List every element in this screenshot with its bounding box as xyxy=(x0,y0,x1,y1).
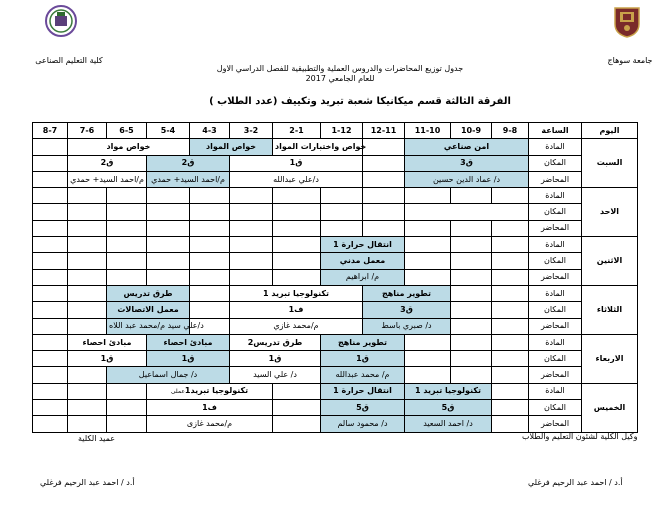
label-place: المكان xyxy=(529,204,582,220)
thursday-subject-row xyxy=(33,383,638,399)
cell-place-q3: ق3 xyxy=(363,302,451,318)
label-subject: المادة xyxy=(529,139,582,155)
day-wednesday: الاربعاء xyxy=(582,334,638,383)
cell-tatweer-manahej: تطوير مناهج xyxy=(321,334,405,350)
col-10-9: 10-9 xyxy=(451,123,492,139)
label-subject: المادة xyxy=(529,285,582,301)
cell-place-q2b: ق2 xyxy=(147,155,230,171)
cell-khawas-almawad: خواص المواد xyxy=(190,139,273,155)
col-4-3: 4-3 xyxy=(190,123,230,139)
cell-place-f1: ف1 xyxy=(230,302,363,318)
cell-lecturer-ahmed2: م/احمد السيد+ حمدي xyxy=(147,171,230,187)
saturday-subject-row xyxy=(33,139,638,155)
col-11-10: 11-10 xyxy=(405,123,451,139)
schedule-header-line1: جدول توزيع المحاضرات والدروس العملية والتطبيقية للفصل الدراسي الاول xyxy=(216,64,464,73)
cell-place-q1: ق1 xyxy=(230,155,363,171)
cell-lecturer-ahmed1: م/احمد السيد+ حمدي xyxy=(68,171,147,187)
faculty-name: كلية التعليم الصناعى xyxy=(35,56,103,65)
col-12-11: 12-11 xyxy=(363,123,405,139)
cell-lecturer-mohamed-abdallah: م/ محمد عبدالله xyxy=(321,367,405,383)
col-5-4: 5-4 xyxy=(147,123,190,139)
col-3-2: 3-2 xyxy=(230,123,273,139)
cell-tabreed-label: تكنولوجيا تبريد1 xyxy=(184,385,249,395)
cell-intiqal-harara: انتقال حرارة 1 xyxy=(321,383,405,399)
cell-mabadi-ihsaa2: مبادئ احصاء xyxy=(147,334,230,350)
schedule-header-line2: للعام الجامعي 2017 xyxy=(305,74,375,83)
dean-title: عميد الكلية xyxy=(78,434,115,443)
cell-tabreed-ama xyxy=(147,383,273,399)
cell-turuq-tadrees: طرق تدريس xyxy=(107,285,190,301)
label-place: المكان xyxy=(529,400,582,416)
cell-place-q5a: ق5 xyxy=(321,400,405,416)
label-place: المكان xyxy=(529,302,582,318)
cell-tabreed1: تكنولوجيا تبريد 1 xyxy=(230,285,363,301)
cell-intiqal-harara: انتقال حرارة 1 xyxy=(321,237,405,253)
timetable xyxy=(32,122,638,433)
thursday-lecturer-row xyxy=(33,416,638,432)
saturday-lecturer-row xyxy=(33,171,638,187)
col-8-7: 8-7 xyxy=(33,123,68,139)
tuesday-place-row xyxy=(33,302,638,318)
monday-place-row xyxy=(33,253,638,269)
day-tuesday: الثلاثاء xyxy=(582,285,638,334)
sunday-place-row xyxy=(33,204,638,220)
cell-lecturer-saeed: د/ احمد السعيد xyxy=(405,416,492,432)
cell-place-q1d: ق1 xyxy=(321,351,405,367)
col-day: اليوم xyxy=(582,123,638,139)
dean-name: أ.د / احمد عبد الرحيم فرغلي xyxy=(40,478,135,487)
label-lecturer: المحاضر xyxy=(529,318,582,334)
label-place: المكان xyxy=(529,155,582,171)
cell-lecturer-ghazi: م/محمد غازي xyxy=(230,318,363,334)
label-subject: المادة xyxy=(529,334,582,350)
monday-lecturer-row xyxy=(33,269,638,285)
cell-lecturer-ali-mohamed: د/علي سيد م/محمد عبد اللاه xyxy=(107,318,190,334)
cell-lecturer-salem: د/ محمود سالم xyxy=(321,416,405,432)
cell-khawas-mawad: خواص مواد xyxy=(68,139,190,155)
cell-place-q3: ق3 xyxy=(405,155,529,171)
day-monday: الاثنين xyxy=(582,237,638,286)
cell-place-q1c: ق1 xyxy=(230,351,321,367)
label-lecturer: المحاضر xyxy=(529,269,582,285)
cell-place-q1a: ق1 xyxy=(68,351,147,367)
cell-maamal-ittisalat: معمل الاتصالات xyxy=(107,302,190,318)
cell-lecturer-ali: د/علي عبدالله xyxy=(230,171,363,187)
sunday-subject-row xyxy=(33,188,638,204)
sunday-lecturer-row xyxy=(33,220,638,236)
cell-ama-label: عملى xyxy=(170,387,185,395)
cell-lecturer-gamal: د/ جمال اسماعيل xyxy=(107,367,230,383)
cell-place-q2a: ق2 xyxy=(68,155,147,171)
day-sunday: الاحد xyxy=(582,188,638,237)
university-name: جامعة سوهاج xyxy=(607,56,653,65)
label-lecturer: المحاضر xyxy=(529,220,582,236)
cell-lecturer-emad: د/ عماد الدين حسين xyxy=(405,171,529,187)
label-lecturer: المحاضر xyxy=(529,171,582,187)
cell-place-q5b: ق5 xyxy=(405,400,492,416)
label-subject: المادة xyxy=(529,188,582,204)
col-1-12: 1-12 xyxy=(321,123,363,139)
cell-place-q1b: ق1 xyxy=(147,351,230,367)
label-lecturer: المحاضر xyxy=(529,416,582,432)
label-subject: المادة xyxy=(529,237,582,253)
vice-dean-title: وكيل الكلية لشئون التعليم والطلاب xyxy=(522,432,638,441)
day-thursday: الخميس xyxy=(582,383,638,432)
col-6-5: 6-5 xyxy=(107,123,147,139)
monday-subject-row xyxy=(33,237,638,253)
col-hour: الساعة xyxy=(529,123,582,139)
col-2-1: 2-1 xyxy=(273,123,321,139)
faculty-logo-icon xyxy=(44,4,78,38)
col-7-6: 7-6 xyxy=(68,123,107,139)
label-place: المكان xyxy=(529,351,582,367)
col-9-8: 9-8 xyxy=(492,123,529,139)
cell-lecturer-ibrahim: م/ ابراهيم xyxy=(321,269,405,285)
cell-lecturer-ali-sayed: د/ علي السيد xyxy=(230,367,321,383)
wednesday-place-row xyxy=(33,351,638,367)
schedule-title: الفرقة الثالثة قسم ميكانيكا شعبة تبريد وتكييف (عدد الطلاب ) xyxy=(209,96,511,107)
cell-lecturer-sabry: د/ صبري باسط xyxy=(363,318,451,334)
cell-turuq-tadrees2: طرق تدريس2 xyxy=(230,334,321,350)
label-lecturer: المحاضر xyxy=(529,367,582,383)
label-subject: المادة xyxy=(529,383,582,399)
cell-maamal-madani: معمل مدني xyxy=(321,253,405,269)
university-logo-icon xyxy=(610,4,644,38)
cell-tatweer-manahej: تطوير مناهج xyxy=(363,285,451,301)
thursday-place-row xyxy=(33,400,638,416)
cell-mabadi-ihsaa1: مبادئ احصاء xyxy=(68,334,147,350)
cell-amn-sinai: امن صناعي xyxy=(405,139,529,155)
tuesday-lecturer-row xyxy=(33,318,638,334)
label-place: المكان xyxy=(529,253,582,269)
wednesday-subject-row xyxy=(33,334,638,350)
wednesday-lecturer-row xyxy=(33,367,638,383)
vice-dean-name: أ.د / احمد عبد الرحيم فرغلي xyxy=(528,478,623,487)
saturday-place-row xyxy=(33,155,638,171)
header-row xyxy=(33,123,638,139)
cell-lecturer-ghazi: م/محمد غازى xyxy=(147,416,273,432)
cell-tabreed1: تكنولوجيا تبريد 1 xyxy=(405,383,492,399)
cell-khawas-ikhtibar: خواص واختبارات المواد xyxy=(273,139,363,155)
cell-place-f1: ف1 xyxy=(147,400,273,416)
tuesday-subject-row xyxy=(33,285,638,301)
day-saturday: السبت xyxy=(582,139,638,188)
